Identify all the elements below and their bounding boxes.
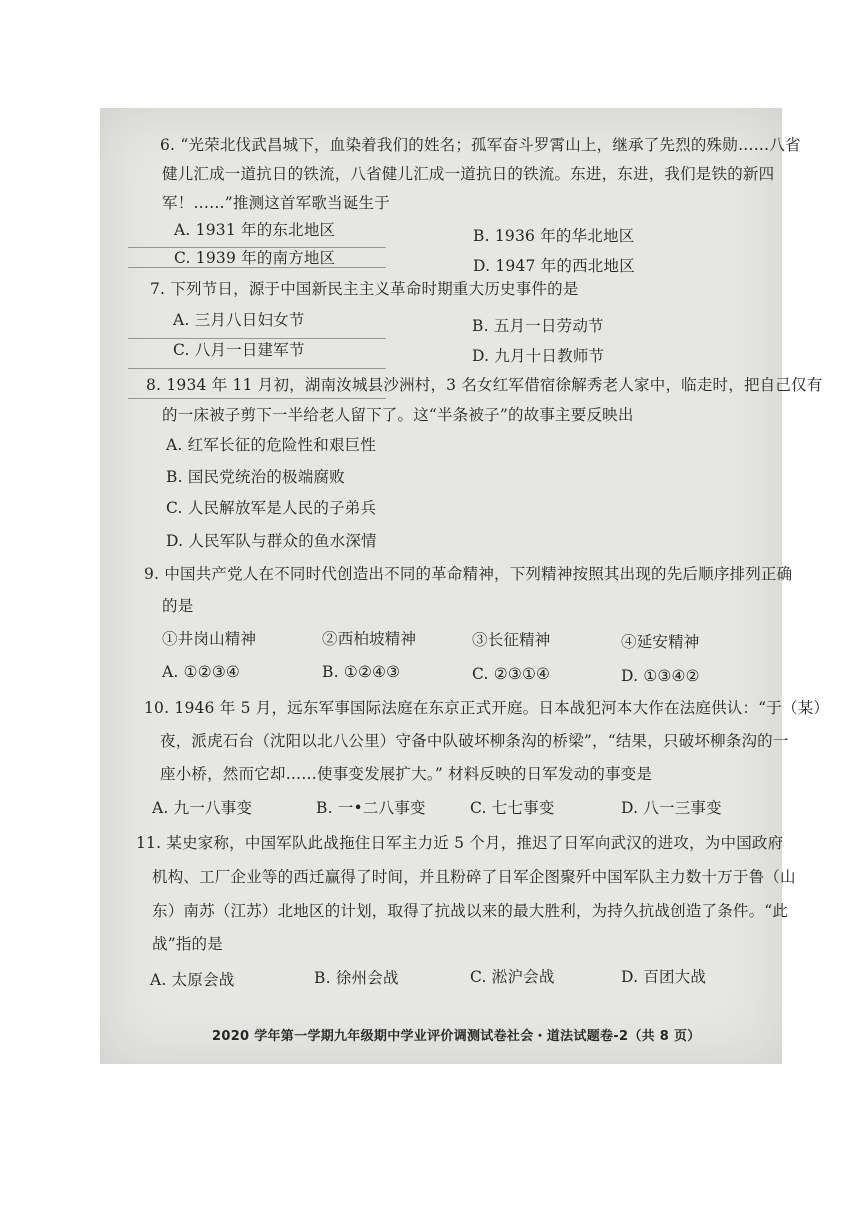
q11-stem-line1: 11. 某史家称，中国军队此战拖住日军主力近 5 个月，推迟了日军向武汉的进攻，为中国政府	[136, 834, 784, 852]
faint-rule	[128, 267, 386, 268]
q6-stem-line1: 6. “光荣北伐武昌城下，血染着我们的姓名；孤军奋斗罗霄山上，继承了先烈的殊勋……八省	[160, 136, 801, 154]
q7-stem: 7. 下列节日，源于中国新民主主义革命时期重大历史事件的是	[150, 280, 579, 298]
q6-option-a: A. 1931 年的东北地区	[174, 221, 336, 239]
q11-stem-line4: 战”指的是	[152, 935, 223, 953]
q11-option-a: A. 太原会战	[150, 971, 235, 989]
q10-option-b: B. 一•二八事变	[316, 799, 426, 817]
q10-stem-line1: 10. 1946 年 5 月，远东军事国际法庭在东京正式开庭。日本战犯河本大作在法庭供认：“于（某）	[144, 699, 830, 717]
q10-stem-line2: 夜，派虎石台（沈阳以北八公里）守备中队破坏柳条沟的桥梁”，“结果，只破坏柳条沟的一	[160, 732, 789, 750]
q7-option-d: D. 九月十日教师节	[472, 347, 605, 365]
q8-option-c: C. 人民解放军是人民的子弟兵	[166, 499, 377, 517]
q8-stem-line1: 8. 1934 年 11 月初，湖南汝城县沙洲村，3 名女红军借宿徐解秀老人家中，临走时，把自己仅有	[146, 376, 823, 394]
q6-stem-line3: 军！……”推测这首军歌当诞生于	[162, 194, 390, 212]
q9-item-2: ②西柏坡精神	[322, 630, 417, 648]
q11-stem-line2: 机构、工厂企业等的西迁赢得了时间，并且粉碎了日军企图聚歼中国军队主力数十万于鲁（山	[152, 868, 796, 886]
q9-option-c: C. ②③①④	[472, 665, 551, 683]
q8-stem-line2: 的一床被子剪下一半给老人留下了。这“半条被子”的故事主要反映出	[162, 406, 634, 424]
q11-option-c: C. 淞沪会战	[470, 968, 555, 986]
q10-option-a: A. 九一八事变	[152, 799, 253, 817]
q9-stem-line1: 9. 中国共产党人在不同时代创造出不同的革命精神，下列精神按照其出现的先后顺序排列正确	[144, 565, 793, 583]
faint-rule	[128, 247, 386, 248]
q6-option-d: D. 1947 年的西北地区	[473, 257, 635, 275]
q6-stem-line2: 健儿汇成一道抗日的铁流，八省健儿汇成一道抗日的铁流。东进，东进，我们是铁的新四	[162, 165, 775, 183]
q9-stem-line2: 的是	[162, 597, 194, 615]
q8-option-d: D. 人民军队与群众的鱼水深情	[166, 532, 377, 550]
q10-option-d: D. 八一三事变	[621, 799, 722, 817]
faint-rule	[128, 338, 386, 339]
q9-item-4: ④延安精神	[621, 633, 700, 651]
q10-stem-line3: 座小桥，然而它却……使事变发展扩大。” 材料反映的日军发动的事变是	[160, 765, 653, 783]
q7-option-b: B. 五月一日劳动节	[472, 317, 604, 335]
q9-option-a: A. ①②③④	[162, 663, 241, 681]
q11-stem-line3: 东）南苏（江苏）北地区的计划，取得了抗战以来的最大胜利，为持久抗战创造了条件。“此	[152, 902, 789, 920]
page-footer: 2020 学年第一学期九年级期中学业评价调测试卷社会・道法试题卷-2（共 8 页）	[212, 1029, 701, 1044]
q8-option-a: A. 红军长征的危险性和艰巨性	[166, 436, 377, 454]
q7-option-a: A. 三月八日妇女节	[173, 311, 305, 329]
q6-option-b: B. 1936 年的华北地区	[473, 227, 635, 245]
q8-option-b: B. 国民党统治的极端腐败	[166, 468, 345, 486]
q7-option-c: C. 八月一日建军节	[173, 341, 305, 359]
q9-option-d: D. ①③④②	[621, 667, 700, 685]
faint-rule	[128, 398, 386, 399]
q11-option-d: D. 百团大战	[621, 968, 707, 986]
q11-option-b: B. 徐州会战	[314, 969, 399, 987]
q10-option-c: C. 七七事变	[470, 799, 555, 817]
q9-item-3: ③长征精神	[472, 631, 551, 649]
q9-item-1: ①井岗山精神	[162, 630, 257, 648]
faint-rule	[128, 368, 386, 369]
q6-option-c: C. 1939 年的南方地区	[174, 249, 336, 267]
q9-option-b: B. ①②④③	[322, 663, 401, 681]
